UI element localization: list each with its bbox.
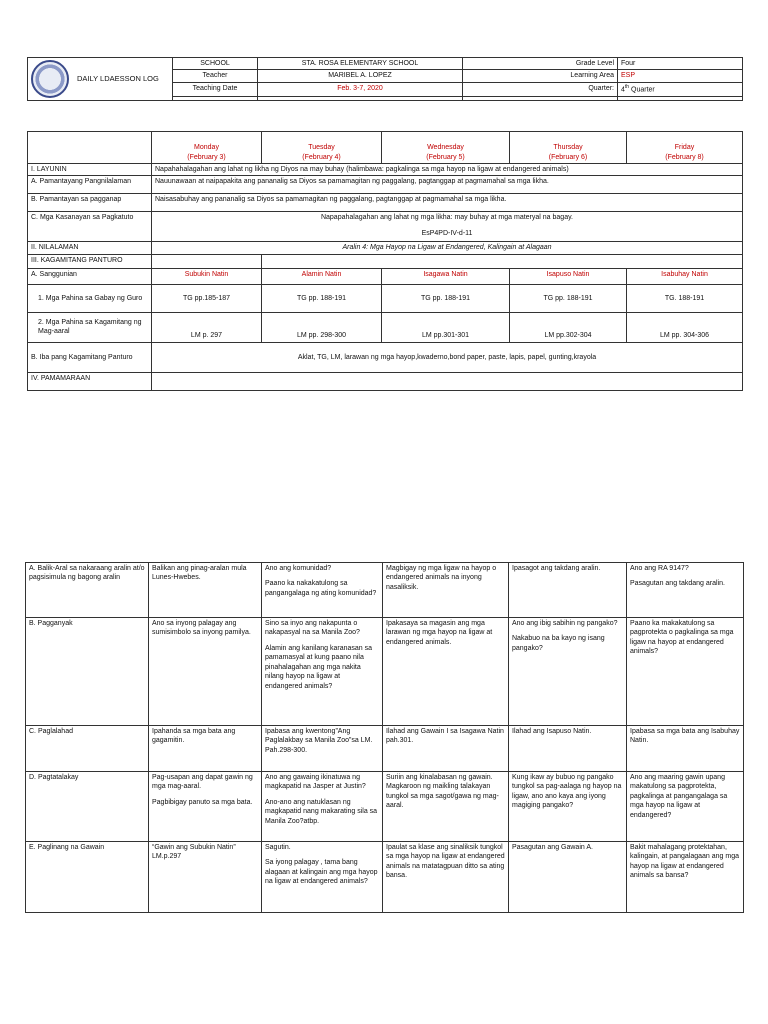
procedure-text: Ano ang gawaing ikinatuwa ng magkapatid na Jasper at Justin?: [265, 774, 366, 791]
procedure-text: Ano ang komunidad?: [265, 565, 332, 572]
procedure-row: [26, 563, 744, 618]
logo-cell: [28, 58, 173, 101]
iba-label: B. Iba pang Kagamitang Panturo: [28, 342, 152, 372]
procedure-cell: [262, 726, 383, 772]
procedure-cell: [627, 618, 744, 726]
lm-friday: LM pp. 304-306: [627, 312, 743, 342]
procedure-cell: [627, 842, 744, 913]
day-header-wednesday: Wednesday (February 5): [382, 132, 510, 164]
lm-wednesday: LM pp.301-301: [382, 312, 510, 342]
procedure-text: Suriin ang kinalabasan ng gawain. Magkaroon ng maikling talakayan tungkol sa mga sagot/gawa ng mag-aaral.: [386, 774, 499, 810]
procedure-cell: [262, 618, 383, 726]
procedure-table: [25, 562, 744, 913]
procedure-text: Alamin ang kanilang karanasan sa pamamasyal at kung paano nila pinahalagahan ang mga nakita nilang hayop na ligaw at endangered animals?: [265, 644, 373, 690]
procedure-text: Ipakasaya sa magasin ang mga larawan ng mga hayop na ligaw at endangered animals.: [386, 620, 493, 646]
procedure-row: [26, 618, 744, 726]
gabay-monday: TG pp.185-187: [152, 284, 262, 312]
procedure-cell: [383, 618, 509, 726]
day-header-friday: Friday (February 8): [627, 132, 743, 164]
procedure-text: Ano sa inyong palagay ang sumisimbolo sa inyong pamilya.: [152, 620, 251, 637]
procedure-text: Pag-usapan ang dapat gawin ng mga mag-aaral.: [152, 774, 253, 791]
procedure-label: C. Paglalahad: [26, 726, 149, 772]
procedure-text: Paano ka makakatulong sa pagprotekta o pagkalinga sa mga ligaw na hayop at endangered animals?: [630, 620, 734, 656]
procedure-cell: [627, 772, 744, 842]
procedure-cell: [383, 842, 509, 913]
grade-label: Grade Level: [463, 58, 618, 70]
procedure-row: [26, 726, 744, 772]
procedure-cell: [262, 772, 383, 842]
procedure-row: [26, 842, 744, 913]
procedure-cell: [262, 842, 383, 913]
lm-monday: LM p. 297: [152, 312, 262, 342]
deped-seal-icon: [31, 60, 69, 98]
procedure-cell: [627, 563, 744, 618]
date-value: Feb. 3-7, 2020: [258, 82, 463, 96]
procedure-cell: [383, 726, 509, 772]
procedure-cell: [627, 726, 744, 772]
procedure-text: Ano ang ibig sabihin ng pangako?: [512, 620, 618, 627]
procedure-text: Nakabuo na ba kayo ng isang pangako?: [512, 635, 605, 652]
procedure-text: Sa iyong palagay , tama bang alagaan at kalingain ang mga hayop na ligaw at endangered animals?: [265, 859, 378, 886]
procedure-text: Pasagutan ang Gawain A.: [512, 844, 593, 851]
procedure-cell: [149, 842, 262, 913]
objectives-table: [27, 131, 743, 391]
teacher-label: Teacher: [173, 70, 258, 82]
procedure-label: D. Pagtatalakay: [26, 772, 149, 842]
procedure-text: Ilahad ang Gawain I sa Isagawa Natin pah.301.: [386, 728, 504, 745]
procedure-cell: [383, 563, 509, 618]
procedure-text: Bakit mahalagang protektahan, kalingain, at pangalagaan ang mga hayop na ligaw at endangered animals sa bansa?: [630, 844, 739, 880]
procedure-text: Ipabasa ang kwentong”Ang Paglalakbay sa Manila Zoo”sa LM. Pah.298-300.: [265, 728, 373, 754]
quarter-value: 4th Quarter: [618, 82, 743, 96]
area-value: ESP: [618, 70, 743, 82]
procedure-text: Paano ka nakakatulong sa pangangalaga ng ating komunidad?: [265, 580, 377, 597]
kasanayan-cell: [152, 212, 743, 242]
gabay-friday: TG. 188-191: [627, 284, 743, 312]
procedure-cell: [149, 726, 262, 772]
procedure-text: Magbigay ng mga ligaw na hayop o endangered animals na inyong nasaliksik.: [386, 565, 497, 591]
procedure-text: Pasagutan ang takdang aralin.: [630, 580, 725, 588]
procedure-text: Pagbibigay panuto sa mga bata.: [152, 798, 253, 806]
day-header-monday: Monday (February 3): [152, 132, 262, 164]
pangnilalaman-text: Nauunawaan at naipapakita ang pananalig sa Diyos sa pamamagitan ng paggalang, pagtanggap at pagmamahal sa mga likha.: [152, 176, 743, 194]
layunin-label: I. LAYUNIN: [28, 164, 152, 176]
lm-tuesday: LM pp. 298-300: [262, 312, 382, 342]
procedure-cell: [149, 618, 262, 726]
procedure-text: Balikan ang pinag-aralan mula Lunes-Hwebes.: [152, 565, 247, 582]
procedure-text: Ipasagot ang takdang aralin.: [512, 565, 601, 572]
gabay-tuesday: TG pp. 188-191: [262, 284, 382, 312]
pangnilalaman-label: A. Pamantayang Pangnilalaman: [28, 176, 152, 194]
procedure-text: Ipabasa sa mga bata ang Isabuhay Natin.: [630, 728, 740, 745]
nilalaman-text: Aralin 4: Mga Hayop na Ligaw at Endangered, Kalingain at Alagaan: [152, 242, 743, 254]
procedure-cell: [509, 726, 627, 772]
gabay-label: 1. Mga Pahina sa Gabay ng Guro: [28, 284, 152, 312]
sanggunian-label: A. Sanggunian: [28, 268, 152, 284]
log-title: DAILY LDAESSON LOG: [76, 73, 159, 83]
date-label: Teaching Date: [173, 82, 258, 96]
layunin-text: Napahahalagahan ang lahat ng likha ng Diyos na may buhay (halimbawa: pagkalinga sa mga hayop na ligaw at endangered animals): [152, 164, 743, 176]
procedure-text: “Gawin ang Subukin Natin” LM.p.297: [152, 844, 236, 861]
procedure-cell: [149, 563, 262, 618]
procedure-label: B. Pagganyak: [26, 618, 149, 726]
procedure-text: Ano ang maaring gawin upang makatulong sa pagprotekta, pagkalinga at pangangalaga sa mga hayop na ligaw at endangered?: [630, 774, 728, 819]
procedure-cell: [509, 618, 627, 726]
teacher-value: MARIBEL A. LOPEZ: [258, 70, 463, 82]
quarter-label: Quarter:: [463, 82, 618, 96]
school-label: SCHOOL: [173, 58, 258, 70]
pamamaraan-label: IV. PAMAMARAAN: [28, 372, 152, 390]
procedure-label: E. Paglinang na Gawain: [26, 842, 149, 913]
procedure-text: Ano ang RA 9147?: [630, 565, 689, 572]
day-header-thursday: Thursday (February 6): [510, 132, 627, 164]
procedure-cell: [509, 842, 627, 913]
procedure-text: Ipaulat sa klase ang sinaliksik tungkol sa mga hayop na ligaw at endangered animals na matatagpuan ditto sa ating bansa.: [386, 844, 505, 880]
nilalaman-label: II. NILALAMAN: [28, 242, 152, 254]
header-table: [27, 57, 743, 101]
procedure-text: Kung ikaw ay bubuo ng pangako tungkol sa pag-aalaga ng hayop na ligaw, ano ano kaya ang iyong magiging pangako?: [512, 774, 622, 810]
sanggunian-tuesday: Alamin Natin: [262, 268, 382, 284]
procedure-text: Ipahanda sa mga bata ang gagamitin.: [152, 728, 236, 745]
procedure-cell: [262, 563, 383, 618]
procedure-text: Sagutin.: [265, 844, 291, 851]
pagganap-label: B. Pamantayan sa pagganap: [28, 194, 152, 212]
kagamitan-label: III. KAGAMITANG PANTURO: [28, 254, 152, 268]
procedure-row: [26, 772, 744, 842]
procedure-cell: [149, 772, 262, 842]
sanggunian-wednesday: Isagawa Natin: [382, 268, 510, 284]
kasanayan-text: Napapahalagahan ang lahat ng mga likha: may buhay at mga materyal na bagay.: [320, 214, 574, 222]
sanggunian-monday: Subukin Natin: [152, 268, 262, 284]
area-label: Learning Area: [463, 70, 618, 82]
lm-label: 2. Mga Pahina sa Kagamitang ng Mag-aaral: [28, 312, 152, 342]
iba-text: Aklat, TG, LM, larawan ng mga hayop,kwaderno,bond paper, paste, lapis, papel, gunting,krayola: [152, 342, 743, 372]
procedure-cell: [383, 772, 509, 842]
procedure-text: Sino sa inyo ang nakapunta o nakapasyal na sa Manila Zoo?: [265, 620, 360, 637]
gabay-thursday: TG pp. 188-191: [510, 284, 627, 312]
kasanayan-code: EsP4PD-IV-d-11: [421, 229, 473, 237]
lm-thursday: LM pp.302-304: [510, 312, 627, 342]
pagganap-text: Naisasabuhay ang pananalig sa Diyos sa pamamagitan ng paggalang, pagtanggap at pagmamahal sa mga likha.: [152, 194, 743, 212]
procedure-label: A. Balik-Aral sa nakaraang aralin at/o pagsisimula ng bagong aralin: [26, 563, 149, 618]
sanggunian-friday: Isabuhay Natin: [627, 268, 743, 284]
procedure-cell: [509, 563, 627, 618]
school-value: STA. ROSA ELEMENTARY SCHOOL: [258, 58, 463, 70]
sanggunian-thursday: Isapuso Natin: [510, 268, 627, 284]
kasanayan-label: C. Mga Kasanayan sa Pagkatuto: [28, 212, 152, 242]
grade-value: Four: [618, 58, 743, 70]
procedure-cell: [509, 772, 627, 842]
day-header-tuesday: Tuesday (February 4): [262, 132, 382, 164]
procedure-text: Ano-ano ang natuklasan ng magkapatid nang makarating sila sa Manila Zoo?atbp.: [265, 798, 378, 825]
procedure-text: Ilahad ang Isapuso Natin.: [512, 728, 592, 735]
gabay-wednesday: TG pp. 188-191: [382, 284, 510, 312]
